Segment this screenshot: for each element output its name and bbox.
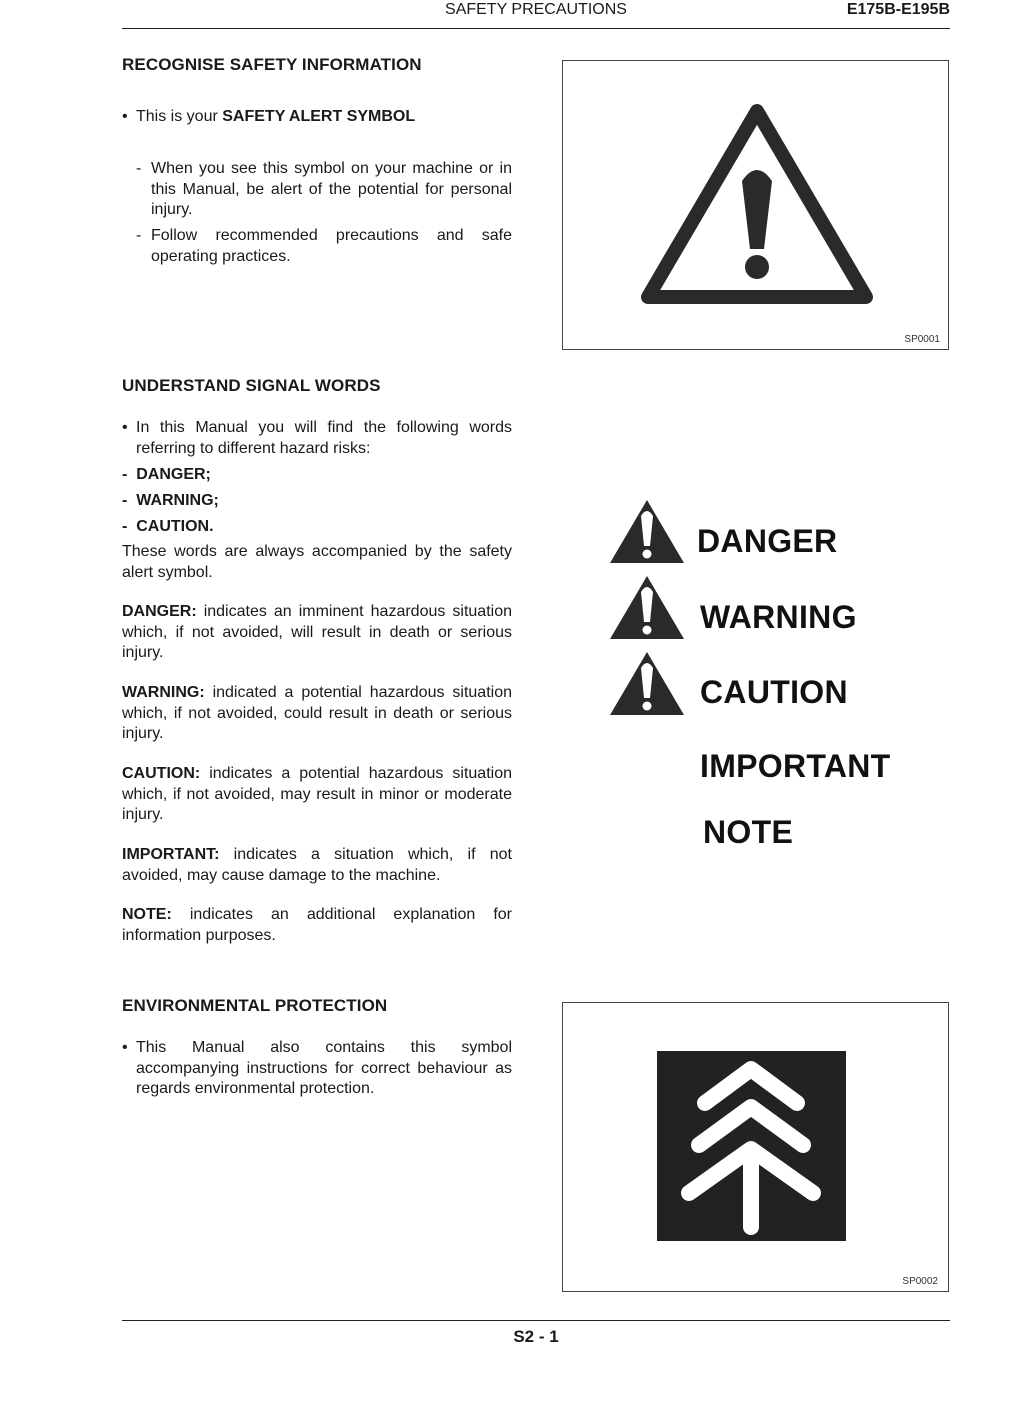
label-danger: DANGER [697, 523, 838, 559]
definition-term: WARNING: [122, 684, 205, 701]
bullet-bold-text: SAFETY ALERT SYMBOL [222, 108, 416, 125]
alert-symbol-bullet [122, 107, 512, 128]
definition-danger [122, 602, 512, 664]
danger-warning-triangle-icon [609, 498, 685, 564]
header-rule [122, 28, 950, 29]
definition-text: indicates an imminent hazardous situation which, if not avoided, will result in death or serious injury. [122, 603, 512, 662]
label-warning: WARNING [700, 599, 857, 635]
bullet-item: • In this Manual you will find the following words referring to different hazard risks: [122, 418, 512, 459]
label-note: NOTE [703, 814, 794, 850]
definition-term: CAUTION: [122, 765, 201, 782]
figure-code: SP0002 [902, 1276, 938, 1287]
section-heading-signal-words: UNDERSTAND SIGNAL WORDS [122, 376, 381, 395]
environment-bullet [122, 1038, 512, 1100]
definition-text: indicates a potential hazardous situation which, if not avoided, may result in minor or moderate injury. [122, 765, 512, 824]
bullet-item [122, 107, 512, 128]
section-heading-recognise: RECOGNISE SAFETY INFORMATION [122, 55, 422, 74]
signal-words-bullet [122, 418, 512, 459]
caution-warning-triangle-icon [609, 650, 685, 716]
page-number: S2 - 1 [513, 1327, 559, 1346]
definition-text: indicates a situation which, if not avoided, may cause damage to the machine. [122, 846, 512, 884]
label-caution: CAUTION [700, 674, 848, 710]
signal-word-text: DANGER; [136, 466, 211, 483]
section-heading-environmental: ENVIRONMENTAL PROTECTION [122, 996, 388, 1015]
header-model: E175B-E195B [846, 1, 950, 18]
definition-term: DANGER: [122, 603, 197, 620]
signal-word-text: CAUTION. [136, 518, 214, 535]
environment-arrow-icon [657, 1051, 846, 1241]
environment-figure [562, 1002, 949, 1292]
signal-word-danger: - DANGER; [122, 466, 211, 483]
safety-alert-figure [562, 60, 949, 350]
signal-word-warning: - WARNING; [122, 492, 219, 509]
alert-dash-list [122, 159, 512, 268]
warning-triangle-icon [638, 99, 876, 311]
bullet-item: • This Manual also contains this symbol accompanying instructions for correct behaviour as regards environmental protection. [122, 1038, 512, 1100]
definition-caution [122, 764, 512, 826]
header-section-title: SAFETY PRECAUTIONS [445, 1, 627, 18]
definition-text: indicates an additional explanation for information purposes. [122, 906, 512, 944]
signal-word-caution: - CAUTION. [122, 518, 214, 535]
warning-warning-triangle-icon [609, 574, 685, 640]
definition-important [122, 845, 512, 886]
definition-note [122, 905, 512, 946]
definition-term: IMPORTANT: [122, 846, 220, 863]
footer-rule [122, 1320, 950, 1321]
label-important: IMPORTANT [700, 748, 891, 784]
dash-item: - When you see this symbol on your machine or in this Manual, be alert of the potential for personal injury. [122, 159, 512, 221]
accompany-text: These words are always accompanied by the safety alert symbol. [122, 543, 512, 581]
definition-term: NOTE: [122, 906, 172, 923]
signal-word-text: WARNING; [136, 492, 219, 509]
figure-code: SP0001 [904, 334, 940, 345]
dash-item: - Follow recommended precautions and safe operating practices. [122, 226, 512, 267]
bullet-text: This is your [136, 108, 223, 125]
definition-warning [122, 683, 512, 745]
definition-text: indicated a potential hazardous situation which, if not avoided, could result in death or serious injury. [122, 684, 512, 743]
